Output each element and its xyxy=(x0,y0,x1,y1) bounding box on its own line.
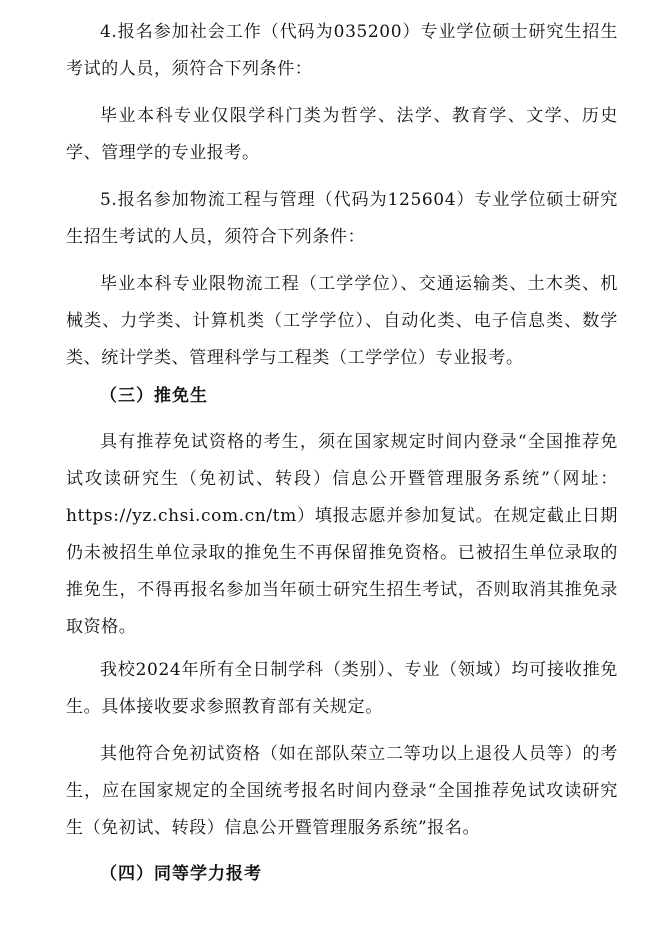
tuimian-paragraph-2: 我校2024年所有全日制学科（类别）、专业（领域）均可接收推免生。具体接收要求参照教育部有关规定。 xyxy=(66,660,618,717)
section-equivalent-heading: （四）同等学力报考 xyxy=(100,864,262,884)
item4-condition-paragraph: 毕业本科专业仅限学科门类为哲学、法学、教育学、文学、历史学、管理学的专业报考。 xyxy=(66,106,618,163)
tuimian-paragraph-3: 其他符合免初试资格（如在部队荣立二等功以上退役人员等）的考生，应在国家规定的全国统考报名时间内登录“全国推荐免试攻读研究生（免初试、转段）信息公开暨管理服务系统”报名。 xyxy=(66,744,618,838)
item4-intro-paragraph: 4.报名参加社会工作（代码为035200）专业学位硕士研究生招生考试的人员，须符合下列条件： xyxy=(66,22,618,79)
section-tuimian-heading: （三）推免生 xyxy=(100,386,208,406)
item5-intro-paragraph: 5.报名参加物流工程与管理（代码为125604）专业学位硕士研究生招生考试的人员，须符合下列条件： xyxy=(66,190,618,247)
tuimian-paragraph-1: 具有推荐免试资格的考生，须在国家规定时间内登录“全国推荐免试攻读研究生（免初试、转段）信息公开暨管理服务系统”（网址：https://yz.chsi.com.cn/tm）填报志愿并参加复试。在规定截止日期仍未被招生单位录取的推免生不再保留推免资格。已被招生单位录取的推免生，不得再报名参加当年硕士研究生招生考试，否则取消其推免录取资格。 xyxy=(66,432,618,637)
item5-condition-paragraph: 毕业本科专业限物流工程（工学学位）、交通运输类、土木类、机械类、力学类、计算机类（工学学位）、自动化类、电子信息类、数学类、统计学类、管理科学与工程类（工学学位）专业报考。 xyxy=(66,274,618,368)
